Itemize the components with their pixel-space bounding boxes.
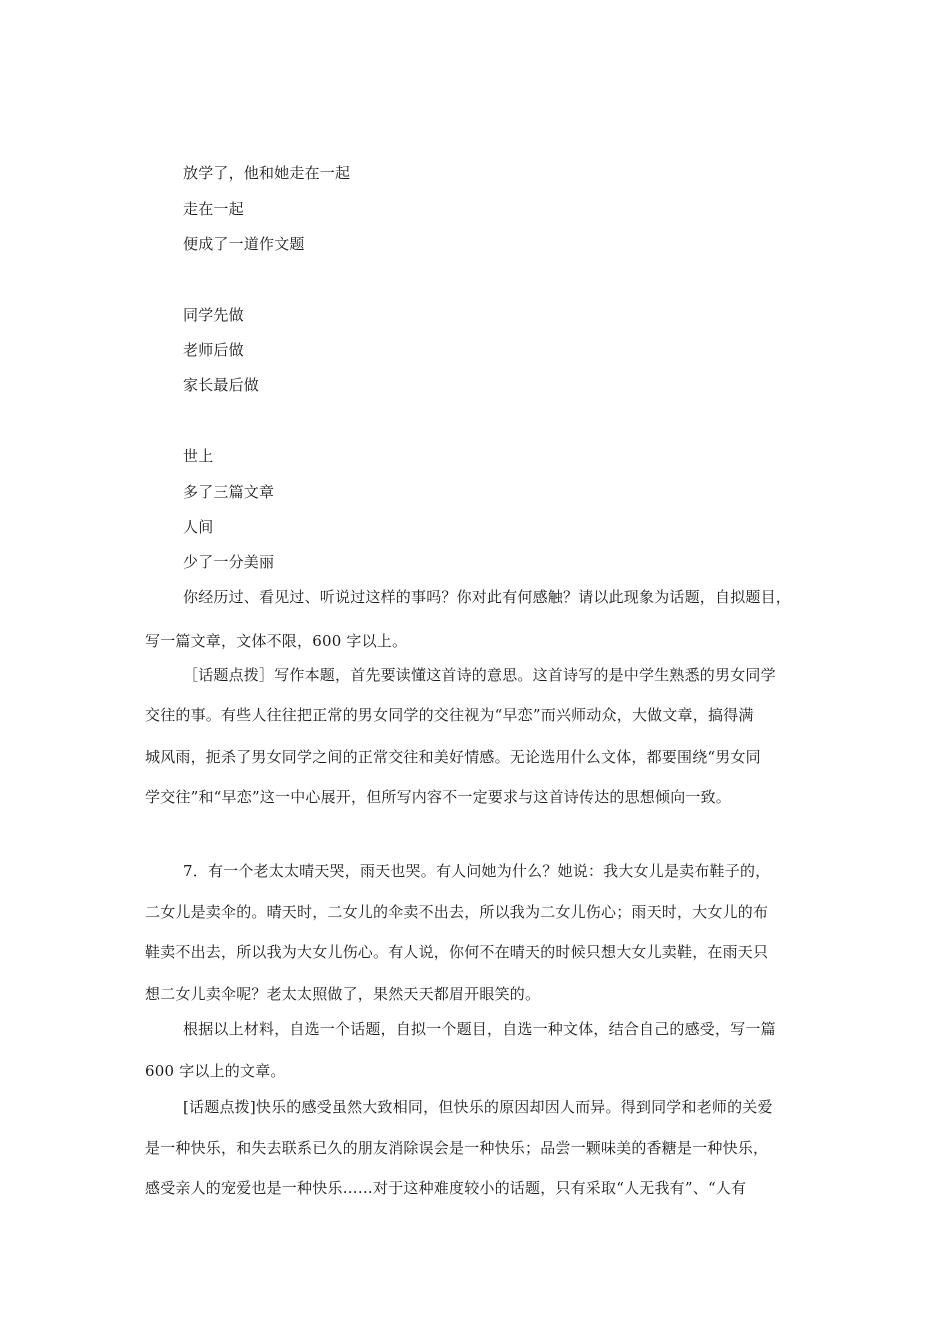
paragraph-line: 是一种快乐，和失去联系已久的朋友消除误会是一种快乐；品尝一颗味美的香糖是一种快乐， [145,1139,769,1157]
poem-line: 放学了，他和她走在一起 [183,164,351,182]
paragraph-line: 学交往”和“早恋”这一中心展开，但所写内容不一定要求与这首诗传达的思想倾向一致。 [145,788,732,806]
paragraph-line: 你经历过、看见过、听说过这样的事吗？你对此有何感触？请以此现象为话题，自拟题目， [183,588,792,606]
paragraph-line: 根据以上材料，自选一个话题，自拟一个题目，自选一种文体，结合自己的感受，写一篇 [183,1020,776,1038]
paragraph-line: 7．有一个老太太晴天哭，雨天也哭。有人问她为什么？她说：我大女儿是卖布鞋子的， [183,862,771,880]
poem-line: 老师后做 [183,341,244,359]
poem-line: 世上 [183,447,214,465]
paragraph-line: 写一篇文章，文体不限，600 字以上。 [145,632,408,650]
paragraph-line: 二女儿是卖伞的。晴天时，二女儿的伞卖不出去，所以我为二女儿伤心；雨天时，大女儿的布 [145,903,769,921]
poem-line: 便成了一道作文题 [183,235,305,253]
poem-line: 家长最后做 [183,376,260,394]
paragraph-line: 交往的事。有些人往往把正常的男女同学的交往视为“早恋”而兴师动众，大做文章，搞得满 [145,706,754,724]
poem-line: 同学先做 [183,306,244,324]
poem-line: 走在一起 [183,200,244,218]
poem-line: 多了三篇文章 [183,483,275,501]
paragraph-line: 感受亲人的宠爱也是一种快乐……对于这种难度较小的话题，只有采取“人无我有”、“人有 [145,1179,747,1197]
paragraph-line: 600 字以上的文章。 [145,1062,286,1080]
poem-line: 人间 [183,518,214,536]
poem-line: 少了一分美丽 [183,553,275,571]
paragraph-line: 想二女儿卖伞呢？老太太照做了，果然天天都眉开眼笑的。 [145,985,541,1003]
paragraph-line: ［话题点拨］写作本题，首先要读懂这首诗的意思。这首诗写的是中学生熟悉的男女同学 [183,666,776,684]
paragraph-line: [话题点拨]快乐的感受虽然大致相同，但快乐的原因却因人而异。得到同学和老师的关爱 [183,1098,773,1116]
paragraph-line: 鞋卖不出去，所以我为大女儿伤心。有人说，你何不在晴天的时候只想大女儿卖鞋，在雨天只 [145,943,769,961]
paragraph-line: 城风雨，扼杀了男女同学之间的正常交往和美好情感。无论选用什么文体，都要围绕“男女同 [145,748,761,766]
